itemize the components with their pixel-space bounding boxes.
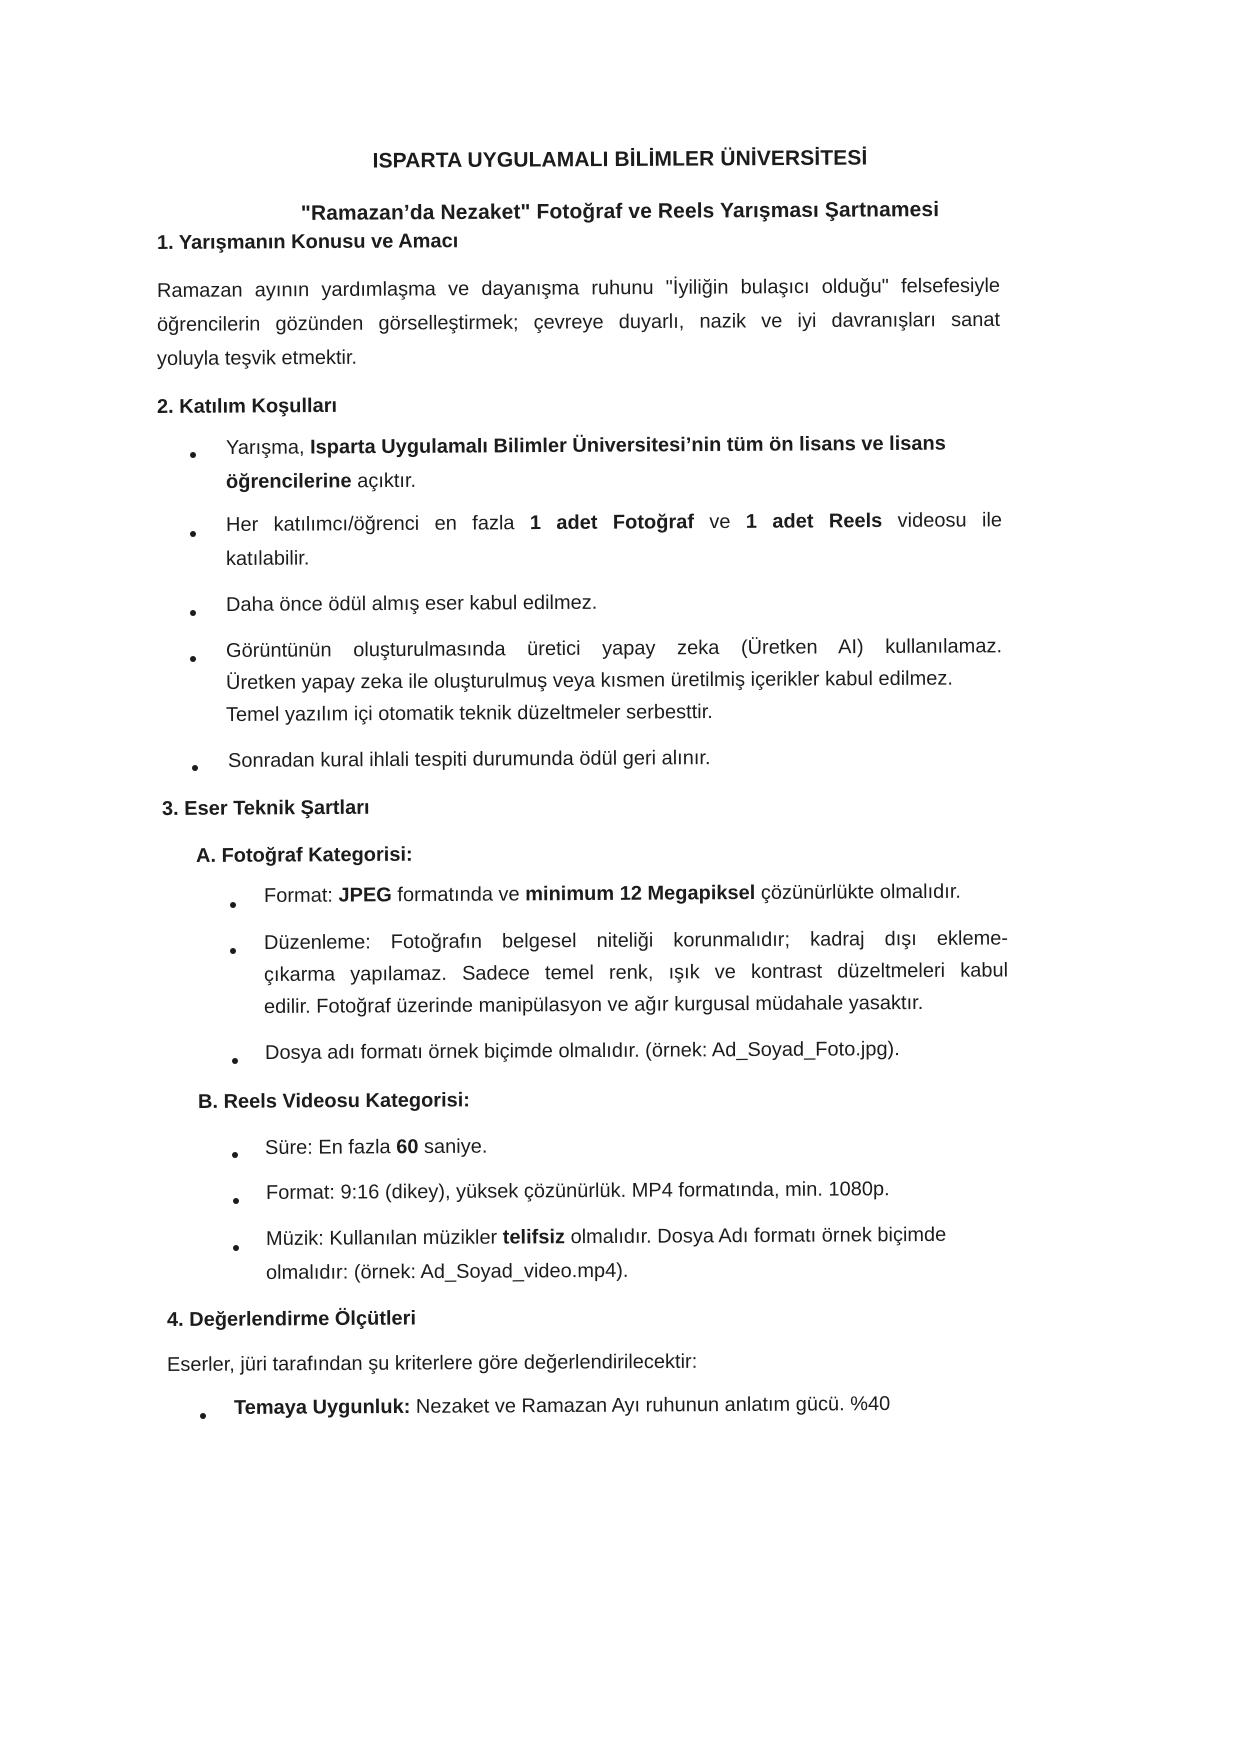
photo-editing-line-2: çıkarma yapılamaz. Sadece temel renk, ışık ve kontrast düzeltmeleri kabul (263, 959, 1009, 986)
photo-editing-line-1: Düzenleme: Fotoğrafın belgesel niteliği korunmalıdır; kadraj dışı ekleme- (263, 927, 1009, 954)
participation-item-3: Daha önce ödül almış eser kabul edilmez. (225, 591, 598, 616)
section-1-heading: 1. Yarışmanın Konusu ve Amacı (156, 230, 459, 254)
institution-title: ISPARTA UYGULAMALI BİLİMLER ÜNİVERSİTESİ (372, 146, 868, 173)
photo-editing-line-3: edilir. Fotoğraf üzerinde manipülasyon ve ağır kurgusal müdahale yasaktır. (263, 991, 924, 1018)
photo-format-item: Format: JPEG formatında ve minimum 12 Megapiksel çözünürlükte olmalıdır. (263, 880, 962, 907)
photo-filename-item: Dosya adı formatı örnek biçimde olmalıdır. (örnek: Ad_Soyad_Foto.jpg). (264, 1038, 900, 1064)
evaluation-intro: Eserler, jüri tarafından şu kriterlere göre değerlendirilecektir: (166, 1350, 698, 1376)
section-3-heading: 3. Eser Teknik Şartları (161, 796, 370, 820)
participation-item-2-line-1: Her katılımcı/öğrenci en fazla 1 adet Fotoğraf ve 1 adet Reels videosu ile (225, 509, 1003, 536)
reels-music-line-1: Müzik: Kullanılan müzikler telifsiz olmalıdır. Dosya Adı formatı örnek biçimde (265, 1223, 947, 1250)
reels-music-line-2: olmalıdır: (örnek: Ad_Soyad_video.mp4). (265, 1259, 629, 1284)
reels-category-heading: B. Reels Videosu Kategorisi: (197, 1089, 470, 1113)
bullet-icon (233, 1198, 239, 1204)
reels-format-item: Format: 9:16 (dikey), yüksek çözünürlük. MP4 formatında, min. 1080p. (265, 1178, 890, 1204)
section-1-line-1: Ramazan ayının yardımlaşma ve dayanışma ruhunu "İyiliğin bulaşıcı olduğu" felsefesiyle (156, 274, 1001, 302)
criterion-theme-fit: Temaya Uygunluk: Nezaket ve Ramazan Ayı ruhunun anlatım gücü. %40 (233, 1392, 891, 1419)
bullet-icon (192, 765, 198, 771)
participation-item-5: Sonradan kural ihlali tespiti durumunda ödül geri alınır. (227, 747, 711, 772)
section-1-line-3: yoluyla teşvik etmektir. (156, 346, 358, 370)
participation-item-4-line-2: Üretken yapay zeka ile oluşturulmuş veya kısmen üretilmiş içerikler kabul edilmez. (225, 667, 954, 694)
bullet-icon (230, 902, 236, 908)
bullet-icon (230, 948, 236, 954)
reels-duration-item: Süre: En fazla 60 saniye. (264, 1135, 488, 1159)
participation-item-1-line-1: Yarışma, Isparta Uygulamalı Bilimler Üniversitesi’nin tüm ön lisans ve lisans (225, 432, 946, 459)
bullet-icon (200, 1413, 206, 1419)
section-2-heading: 2. Katılım Koşulları (156, 394, 338, 418)
participation-item-4-line-1: Görüntünün oluşturulmasında üretici yapay zeka (Üretken AI) kullanılamaz. (225, 635, 1003, 662)
bullet-icon (190, 531, 196, 537)
bullet-icon (232, 1152, 238, 1158)
bullet-icon (190, 656, 196, 662)
document-subtitle: "Ramazan’da Nezaket" Fotoğraf ve Reels Yarışması Şartnamesi (300, 198, 940, 225)
bullet-icon (233, 1245, 239, 1251)
participation-item-1-line-2: öğrencilerine açıktır. (225, 469, 417, 493)
section-1-line-2: öğrencilerin gözünden görselleştirmek; çevreye duyarlı, nazik ve iyi davranışları sanat (156, 308, 1001, 336)
section-4-heading: 4. Değerlendirme Ölçütleri (166, 1307, 417, 1331)
bullet-icon (190, 452, 196, 458)
bullet-icon (232, 1058, 238, 1064)
participation-item-2-line-2: katılabilir. (225, 547, 310, 570)
photo-category-heading: A. Fotoğraf Kategorisi: (195, 843, 413, 867)
university-name: Isparta Uygulamalı Bilimler Üniversitesi’nin tüm ön lisans ve lisans (310, 432, 946, 459)
participation-item-4-line-3: Temel yazılım içi otomatik teknik düzeltmeler serbesttir. (225, 701, 713, 726)
bullet-icon (190, 610, 196, 616)
